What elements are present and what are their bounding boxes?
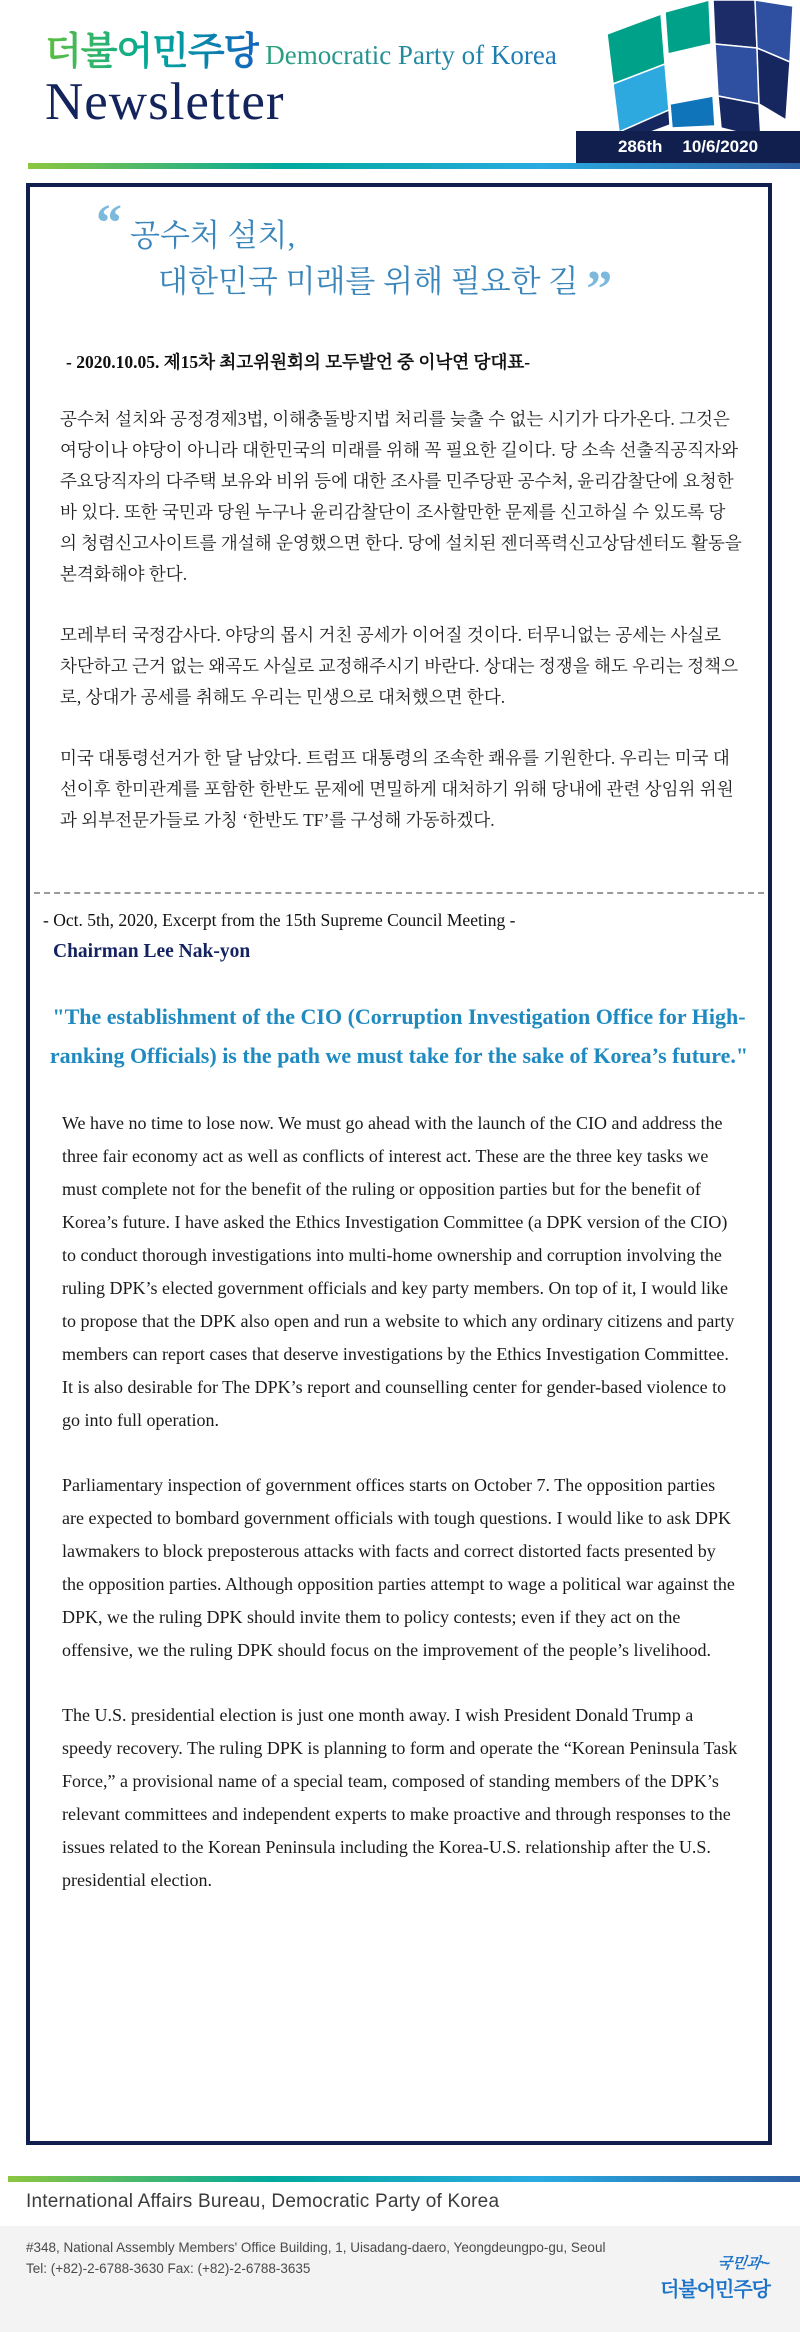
english-paragraph-3: The U.S. presidential election is just one month away. I wish President Donald Trump a speedy recovery. The ruling DPK is planning to form and operate the “Korean Peninsula Task Force,” a provisional name of a special team, composed of standing members of the DPK’s relevant committees and independent experts to make proactive and through responses to the issues related to the Korean Peninsula including the Korea-U.S. relationship after the U.S. presidential election.	[62, 1705, 738, 1890]
korean-paragraph-1: 공수처 설치와 공정경제3법, 이해충돌방지법 처리를 늦출 수 없는 시기가 다가온다. 그것은 여당이나 야당이 아니라 대한민국의 미래를 위해 꼭 필요한 길이다. 당 소속 선출직공직자와 주요당직자의 다주택 보유와 비위 등에 대한 조사를 민주당판 공수처, 윤리감찰단에 요청한 바 있다. 또한 국민과 당원 누구나 윤리감찰단이 조사할만한 문제를 신고하실 수 있도록 당의 청렴신고사이트를 개설해 운영했으면 한다. 당에 설치된 젠더폭력신고상담센터도 활동을 본격화해야 한다.	[60, 409, 742, 584]
dotted-divider	[34, 892, 764, 894]
bureau-title: International Affairs Bureau, Democratic Party of Korea	[26, 2191, 500, 2212]
english-quote-headline: "The establishment of the CIO (Corruption Investigation Office for High-ranking Officials) is the path we must take for the sake of Korea’s future."	[49, 1004, 749, 1068]
korean-paragraph-3: 미국 대통령선거가 한 달 남았다. 트럼프 대통령의 조속한 쾌유를 기원한다. 우리는 미국 대선이후 한미관계를 포함한 한반도 문제에 면밀하게 대처하기 위해 당내에 관련 상임위 위원과 외부전문가들로 가칭 ‘한반도 TF’를 구성해 가동하겠다.	[60, 748, 734, 830]
footer-gradient-rule	[8, 2176, 800, 2182]
brand-row	[45, 20, 557, 75]
korean-quote-line2: 대한민국 미래를 위해 필요한 길 ”	[158, 261, 613, 318]
korean-quote-title	[96, 195, 768, 318]
party-footer-logo	[660, 2252, 770, 2302]
open-quote-mark: “	[96, 195, 122, 252]
subfooter	[0, 2226, 800, 2332]
newsletter-header	[0, 0, 800, 183]
issue-date: 10/6/2020	[682, 137, 759, 156]
contact-line: Tel: (+82)-2-6788-3630 Fax: (+82)-2-6788-3635	[26, 2261, 311, 2276]
korean-attribution: - 2020.10.05. 제15차 최고위원회의 모두발언 중 이낙연 당대표-	[66, 352, 531, 372]
newsletter-title: Newsletter	[45, 73, 285, 131]
korean-paragraph-2: 모레부터 국정감사다. 야당의 몹시 거친 공세가 이어질 것이다. 터무니없는 공세는 사실로 차단하고 근거 없는 왜곡도 사실로 교정해주시기 바란다. 상대는 정쟁을 해도 우리는 정책으로, 상대가 공세를 취해도 우리는 민생으로 대처했으면 한다.	[60, 625, 738, 707]
issue-number: 286th	[617, 137, 663, 156]
party-name-english: Democratic Party of Korea	[265, 40, 557, 70]
party-flag-icon	[579, 0, 794, 150]
korean-body	[30, 404, 768, 836]
party-logo-korean: 더불어민주당	[45, 31, 260, 73]
party-slogan-script: 국민과~	[716, 2255, 772, 2272]
party-logo-text: 더불어민주당	[660, 2279, 770, 2301]
korean-quote-line1: 공수처 설치,	[130, 218, 296, 253]
address-line: #348, National Assembly Members' Office Building, 1, Uisadang-daero, Yeongdeungpo-gu, Seoul	[26, 2240, 606, 2255]
issue-bar	[576, 131, 800, 163]
newsletter-body-box	[26, 183, 772, 2145]
english-body	[30, 1107, 768, 1897]
speaker-name: Chairman Lee Nak-yon	[53, 941, 251, 962]
close-quote-mark: ”	[586, 261, 613, 318]
english-attribution: - Oct. 5th, 2020, Excerpt from the 15th Supreme Council Meeting -	[43, 910, 516, 930]
english-paragraph-1: We have no time to lose now. We must go ahead with the launch of the CIO and address the three fair economy act as well as conflicts of interest act. These are the three key tasks we must complete not for the benefit of the ruling or opposition parties but for the benefit of Korea’s future. I have asked the Ethics Investigation Committee (a DPK version of the CIO) to conduct thorough investigations into multi-home ownership and corruption involving the ruling DPK’s elected government officials and key party members. On top of it, I would like to propose that the DPK also open and run a website to which any ordinary citizens and party members can report cases that deserve investigations by the Ethics Investigation Committee. It is also desirable for The DPK’s report and counselling center for gender-based violence to go into full operation.	[62, 1113, 735, 1430]
header-gradient-rule	[28, 163, 800, 169]
english-paragraph-2: Parliamentary inspection of government offices starts on October 7. The opposition parties are expected to bombard government officials with tough questions. I would like to ask DPK lawmakers to block preposterous attacks with facts and correct distorted facts presented by the opposition parties. Although opposition parties attempt to wage a political war against the DPK, we the ruling DPK should invite them to policy contests; even if they act on the offensive, we the ruling DPK should focus on the improvement of the people’s livelihood.	[62, 1475, 735, 1660]
